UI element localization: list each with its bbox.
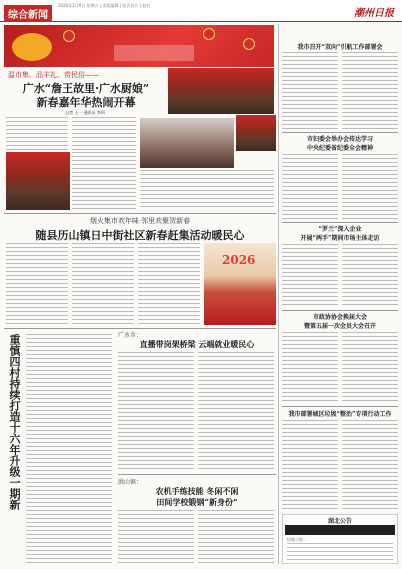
vertical-story-body	[26, 334, 112, 564]
divider	[282, 310, 398, 311]
right4-body-col1	[282, 332, 338, 404]
divider	[118, 474, 276, 475]
second-body-col2	[72, 243, 134, 325]
lead-photo-crowd	[168, 68, 274, 114]
mid2-kicker: 洪山镇：	[118, 479, 143, 486]
mid1-kicker: 广水市：	[118, 332, 143, 339]
lead-body-col3	[72, 152, 136, 210]
lead-kicker: 温市集、品丰礼、赏民俗——	[8, 71, 99, 79]
ad-box	[282, 514, 398, 564]
right3-title-1: “罗兰”深入企业	[318, 226, 362, 233]
right3-body-col1	[282, 244, 338, 308]
right4-body-col2	[342, 332, 398, 404]
lead-banner-photo	[4, 25, 274, 67]
right3-title-2: 开展“两手”期间市场主体走访	[300, 235, 380, 242]
right1-title: 我市召开“双向”引航工作部署会	[297, 44, 383, 51]
issue-meta: 2026年2月6日 星期五 | 本版编辑 | 版式设计 | 校对	[58, 3, 151, 8]
right1-body-col1	[282, 52, 338, 130]
lead-title-2: 新春嘉年华热闹开幕	[36, 96, 136, 109]
divider	[4, 213, 276, 214]
divider	[282, 406, 398, 407]
mid2-title-2: 田间学校锻钢“新身份”	[156, 497, 238, 507]
right4-title-2: 暨第五届一次会员大会召开	[303, 323, 376, 330]
lead-body-col2	[72, 117, 136, 151]
second-body-col3	[138, 243, 200, 325]
lead-title-1: 广水“詹王故里·广水厨娘”	[22, 82, 150, 95]
lead-photo-stage	[236, 115, 276, 151]
right5-body-col2	[342, 420, 398, 510]
section-label: 综合新闻	[4, 5, 52, 22]
right2-body-col2	[342, 154, 398, 220]
right2-body-col1	[282, 154, 338, 220]
second-kicker: 烟火集市欢年味 邻里欢聚贺新春	[89, 217, 191, 225]
divider	[4, 328, 276, 329]
lead-byline: 记者 王一 通讯员 李四	[65, 110, 105, 115]
ad-label: 湖北公告	[327, 518, 352, 525]
divider	[282, 222, 398, 223]
second-photo-dancers: 2026	[204, 243, 276, 325]
lead-body-col4	[140, 170, 274, 210]
ad-banner	[285, 525, 395, 535]
page-header	[0, 0, 402, 22]
right2-title-1: 市妇委会举办会传达学习	[306, 136, 373, 143]
lead-photo-market	[6, 152, 70, 210]
mid2-body-col2	[198, 510, 274, 564]
mid2-title-1: 农机手练技能 冬闲不闲	[155, 486, 239, 496]
column-divider	[278, 24, 279, 564]
mid2-body-col1	[118, 510, 194, 564]
second-title: 随县历山镇日中街社区新春赶集活动暖民心	[35, 229, 245, 242]
right5-body-col1	[282, 420, 338, 510]
right1-body-col2	[342, 52, 398, 130]
lead-photo-family	[140, 118, 234, 168]
newspaper-logo: 潮州日报	[354, 8, 394, 19]
second-body-col1	[6, 243, 68, 325]
lead-body-col1	[6, 117, 68, 151]
right4-title-1: 市政协协会换届大会	[312, 314, 367, 321]
ad-sub: 招商工程 ·	[287, 537, 306, 542]
right5-title: 我市部署城区垃圾“整治”专项行动工作	[288, 411, 392, 418]
right2-title-2: 中央纪委省纪委全会精神	[306, 145, 373, 152]
mid1-body-col2	[198, 352, 274, 472]
right3-body-col2	[342, 244, 398, 308]
ad-body	[287, 543, 393, 563]
divider	[282, 132, 398, 133]
mid1-body-col1	[118, 352, 194, 472]
mid1-title: 直播带岗架桥梁 云端就业暖民心	[139, 339, 255, 349]
vertical-headline: 重慎四村持续打造十六年升级一期新	[8, 334, 21, 510]
